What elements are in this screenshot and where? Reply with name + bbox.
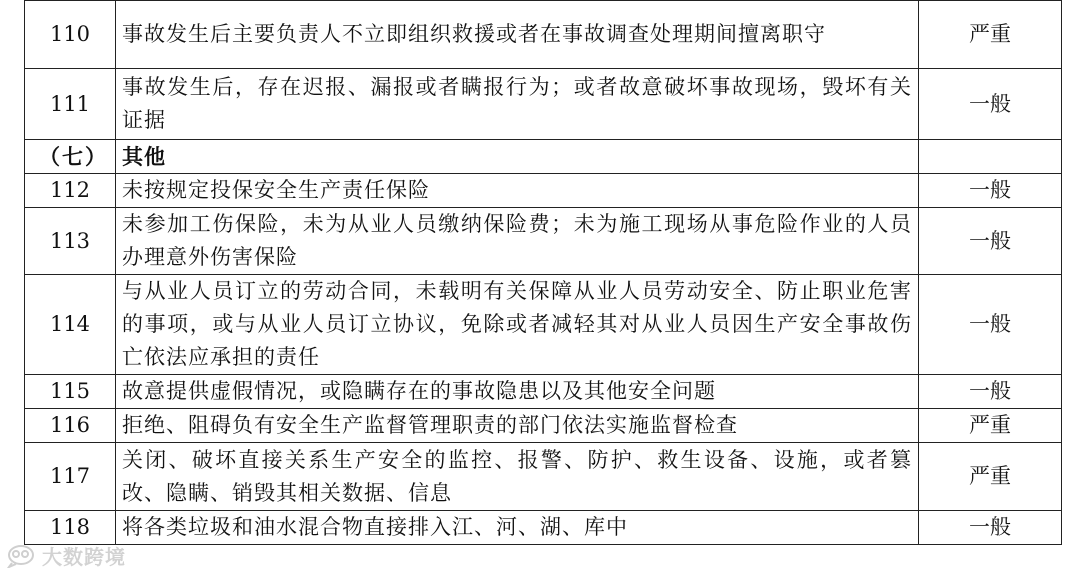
row-description: 关闭、破坏直接关系生产安全的监控、报警、防护、救生设备、设施，或者篡改、隐瞒、销毁其相关数据、信息 <box>116 443 919 511</box>
rules-table <box>24 0 1062 545</box>
row-number: 112 <box>25 174 116 208</box>
row-number: 111 <box>25 69 116 140</box>
row-description: 事故发生后，存在迟报、漏报或者瞒报行为；或者故意破坏事故现场，毁坏有关证据 <box>116 69 919 140</box>
section-empty-cell <box>919 140 1062 174</box>
row-number: 110 <box>25 1 116 69</box>
row-description: 未按规定投保安全生产责任保险 <box>116 174 919 208</box>
row-number: 116 <box>25 409 116 443</box>
table-row <box>25 208 1062 275</box>
section-number: （七） <box>25 140 116 174</box>
row-severity: 一般 <box>919 208 1062 275</box>
row-description: 未参加工伤保险，未为从业人员缴纳保险费；未为施工现场从事危险作业的人员办理意外伤害保险 <box>116 208 919 275</box>
table-row <box>25 1 1062 69</box>
row-number: 113 <box>25 208 116 275</box>
row-number: 114 <box>25 275 116 375</box>
row-severity: 严重 <box>919 1 1062 69</box>
row-number: 115 <box>25 375 116 409</box>
row-severity: 一般 <box>919 375 1062 409</box>
table-row <box>25 174 1062 208</box>
table-row <box>25 375 1062 409</box>
table-row <box>25 443 1062 511</box>
watermark <box>6 540 126 570</box>
table-row <box>25 275 1062 375</box>
section-header-row <box>25 140 1062 174</box>
row-description: 与从业人员订立的劳动合同，未载明有关保障从业人员劳动安全、防止职业危害的事项，或与从业人员订立协议，免除或者减轻其对从业人员因生产安全事故伤亡依法应承担的责任 <box>116 275 919 375</box>
row-description: 故意提供虚假情况，或隐瞒存在的事故隐患以及其他安全问题 <box>116 375 919 409</box>
row-severity: 一般 <box>919 511 1062 545</box>
section-title: 其他 <box>116 140 919 174</box>
row-description: 拒绝、阻碍负有安全生产监督管理职责的部门依法实施监督检查 <box>116 409 919 443</box>
table-row <box>25 409 1062 443</box>
row-severity: 一般 <box>919 275 1062 375</box>
row-severity: 一般 <box>919 174 1062 208</box>
row-severity: 一般 <box>919 69 1062 140</box>
table-row <box>25 69 1062 140</box>
watermark-text: 大数跨境 <box>42 544 126 569</box>
brand-logo-icon <box>6 542 36 568</box>
row-number: 118 <box>25 511 116 545</box>
row-description: 将各类垃圾和油水混合物直接排入江、河、湖、库中 <box>116 511 919 545</box>
row-severity: 严重 <box>919 443 1062 511</box>
row-number: 117 <box>25 443 116 511</box>
row-severity: 严重 <box>919 409 1062 443</box>
row-description: 事故发生后主要负责人不立即组织救援或者在事故调查处理期间擅离职守 <box>116 1 919 69</box>
table-row <box>25 511 1062 545</box>
